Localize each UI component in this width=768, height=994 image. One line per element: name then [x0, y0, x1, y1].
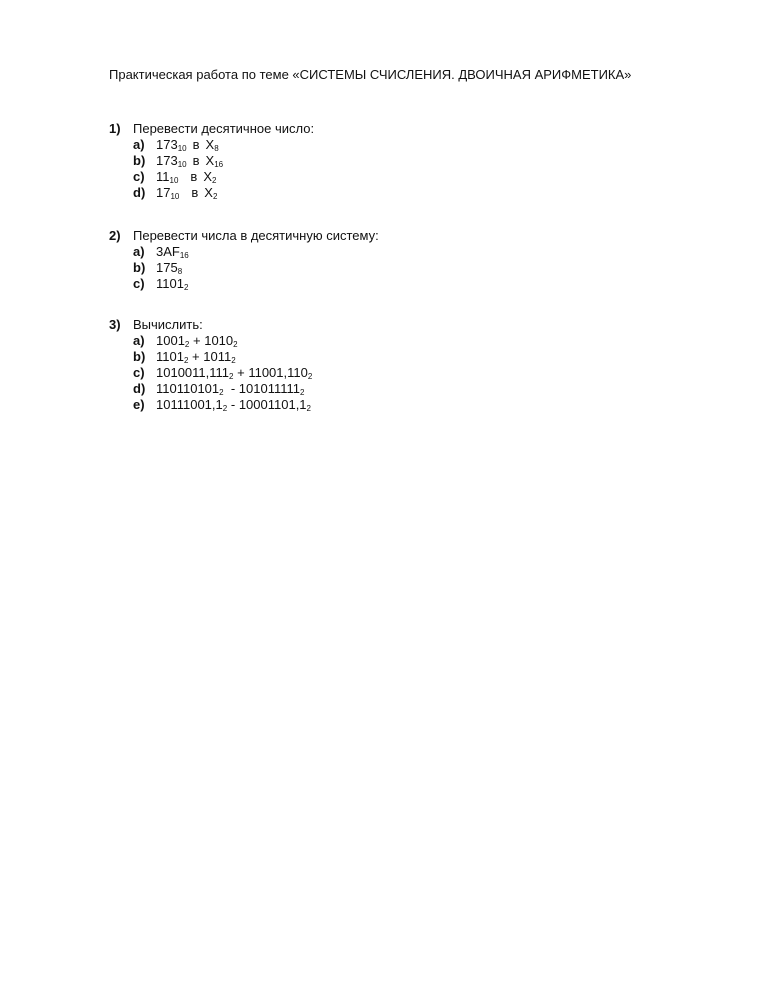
source-number: 175 — [156, 260, 178, 275]
source-base: 16 — [179, 251, 189, 260]
source-number: 173 — [156, 137, 178, 152]
right-base: 2 — [306, 404, 311, 413]
source-base: 8 — [177, 267, 183, 276]
source-number: 11 — [156, 169, 170, 184]
task-1 — [109, 121, 669, 201]
source-base: 10 — [177, 144, 187, 153]
conversion-word: в — [192, 153, 200, 168]
operator: + — [193, 333, 201, 348]
conversion-word: в — [191, 185, 199, 200]
operator: - — [230, 397, 236, 412]
document-title: Практическая работа по теме «СИСТЕМЫ СЧИСЛЕНИЯ. ДВОИЧНАЯ АРИФМЕТИКА» — [109, 67, 632, 82]
item-letter: d) — [133, 185, 146, 200]
source-base: 10 — [169, 176, 179, 185]
source-base: 2 — [183, 283, 189, 292]
source-number: 1101 — [156, 276, 184, 291]
target-base: 2 — [212, 192, 218, 201]
target-variable: X — [204, 185, 213, 200]
arithmetic-expression — [156, 349, 236, 365]
source-number: 17 — [156, 185, 171, 200]
right-operand: 11001,110 — [248, 365, 308, 380]
task-number: 3) — [109, 317, 121, 332]
item-letter: e) — [133, 397, 145, 412]
task-2 — [109, 228, 669, 292]
left-operand: 1001 — [156, 333, 185, 348]
task-item — [109, 260, 669, 276]
operator: + — [237, 365, 245, 380]
arithmetic-expression — [156, 365, 312, 381]
task-item — [109, 185, 669, 201]
task-item — [109, 381, 669, 397]
item-letter: a) — [133, 244, 145, 259]
item-letter: a) — [133, 333, 145, 348]
task-3 — [109, 317, 669, 413]
number-expression — [156, 260, 182, 276]
left-base: 2 — [184, 340, 190, 349]
conversion-expression — [156, 169, 216, 185]
arithmetic-expression — [156, 381, 304, 397]
task-item — [109, 153, 669, 169]
task-items — [109, 137, 669, 201]
task-item — [109, 397, 669, 413]
item-letter: b) — [133, 260, 146, 275]
left-base: 2 — [229, 372, 234, 381]
left-operand: 10111001,1 — [156, 397, 223, 412]
item-letter: b) — [133, 153, 146, 168]
arithmetic-expression — [156, 333, 238, 349]
item-letter: d) — [133, 381, 146, 396]
item-letter: c) — [133, 365, 145, 380]
task-number: 2) — [109, 228, 121, 243]
task-items — [109, 333, 669, 413]
left-base: 2 — [219, 388, 224, 397]
conversion-expression — [156, 185, 217, 201]
right-base: 2 — [231, 356, 236, 365]
task-instruction: Перевести десятичное число: — [133, 121, 315, 136]
task-item — [109, 244, 669, 260]
conversion-expression — [156, 137, 219, 153]
left-operand: 110110101 — [156, 381, 220, 396]
source-number: 3AF — [156, 244, 180, 259]
right-base: 2 — [300, 388, 305, 397]
task-instruction: Перевести числа в десятичную систему: — [133, 228, 379, 243]
left-operand: 1101 — [156, 349, 184, 364]
left-operand: 1010011,111 — [156, 365, 230, 380]
conversion-word: в — [192, 137, 200, 152]
task-item — [109, 365, 669, 381]
item-letter: b) — [133, 349, 146, 364]
right-operand: 1010 — [204, 333, 234, 348]
right-operand: 10001101,1 — [238, 397, 307, 412]
source-base: 10 — [177, 160, 187, 169]
target-base: 16 — [214, 160, 224, 169]
number-expression — [156, 244, 189, 260]
operator: + — [192, 349, 200, 364]
right-operand: 101011111 — [238, 381, 301, 396]
item-letter: c) — [133, 169, 145, 184]
left-base: 2 — [222, 404, 228, 413]
target-variable: X — [205, 153, 215, 168]
task-item — [109, 333, 669, 349]
task-items — [109, 244, 669, 292]
target-base: 8 — [214, 144, 219, 153]
task-heading — [109, 317, 669, 333]
task-item — [109, 349, 669, 365]
task-instruction: Вычислить: — [133, 317, 203, 332]
task-item — [109, 169, 669, 185]
conversion-expression — [156, 153, 223, 169]
task-number: 1) — [109, 121, 121, 136]
left-base: 2 — [183, 356, 189, 365]
right-base: 2 — [233, 340, 238, 349]
source-base: 10 — [170, 192, 180, 201]
operator: - — [230, 381, 236, 396]
number-expression — [156, 276, 188, 292]
task-item — [109, 276, 669, 292]
source-number: 173 — [156, 153, 178, 168]
arithmetic-expression — [156, 397, 311, 413]
right-base: 2 — [307, 372, 313, 381]
item-letter: a) — [133, 137, 145, 152]
target-variable: X — [203, 169, 212, 184]
task-heading — [109, 121, 669, 137]
task-heading — [109, 228, 669, 244]
target-variable: X — [205, 137, 215, 152]
item-letter: c) — [133, 276, 145, 291]
conversion-word: в — [190, 169, 198, 184]
task-item — [109, 137, 669, 153]
target-base: 2 — [211, 176, 217, 185]
right-operand: 1011 — [203, 349, 232, 364]
